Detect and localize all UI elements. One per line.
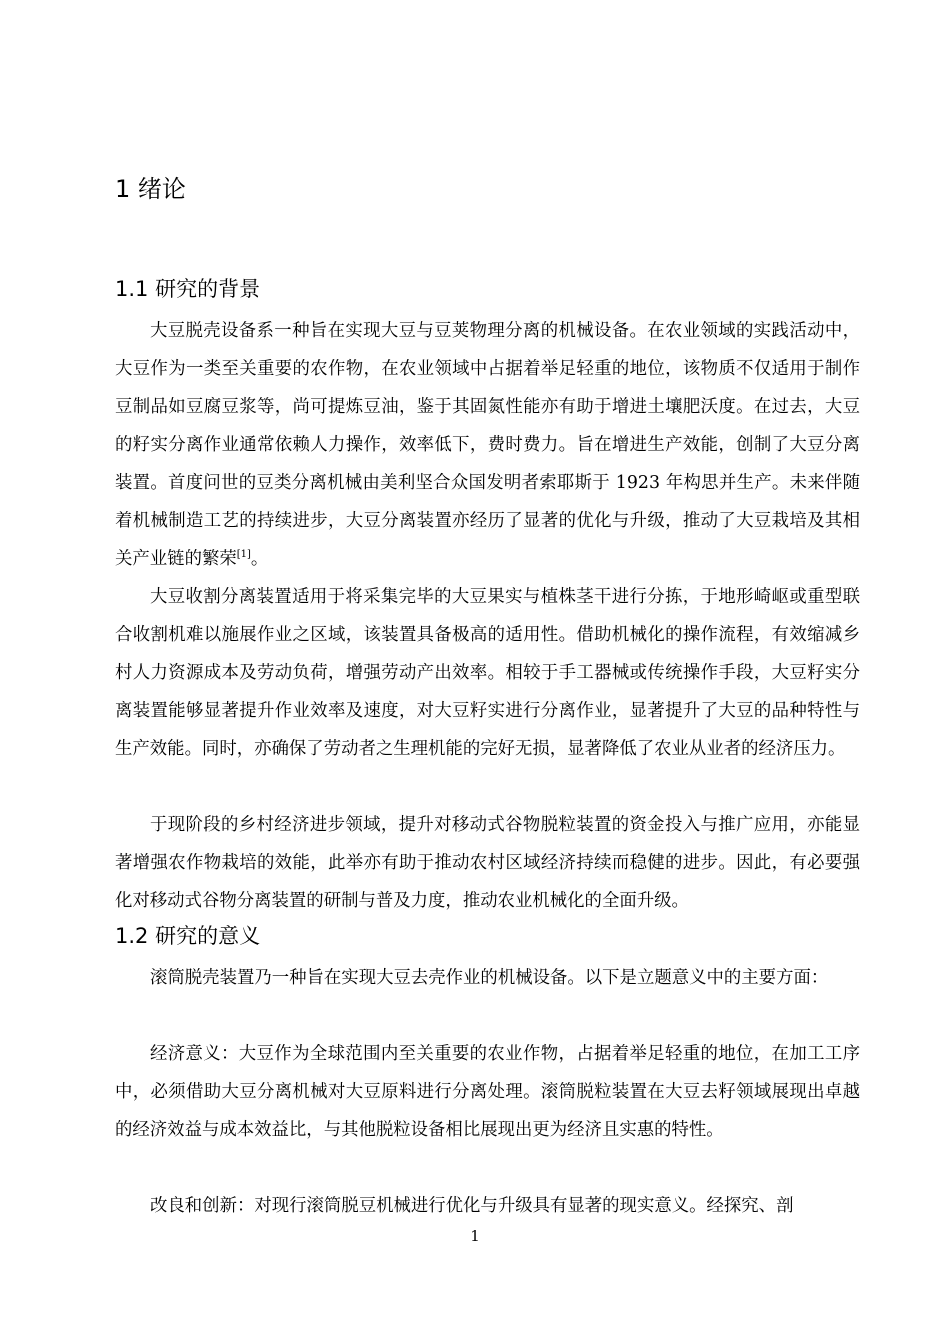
page-number: 1 (470, 1227, 480, 1245)
citation-ref: [1] (236, 549, 251, 560)
chapter-title: 1 绪论 (115, 175, 186, 203)
paragraph-text: 大豆脱壳设备系一种旨在实现大豆与豆荚物理分离的机械设备。在农业领域的实践活动中，大豆作为一类至关重要的农作物，在农业领域中占据着举足轻重的地位，该物质不仅适用于制作豆制品如豆腐豆浆等，尚可提炼豆油，鉴于其固氮性能亦有助于增进土壤肥沃度。在过去，大豆的籽实分离作业通常依赖人力操作，效率低下，费时费力。旨在增进生产效能，创制了大豆分离装置。首度问世的豆类分离机械由美利坚合众国发明者索耶斯于 1923 年构思并生产。未来伴随着机械制造工艺的持续进步，大豆分离装置亦经历了显著的优化与升级，推动了大豆栽培及其相关产业链的繁荣 (115, 321, 860, 569)
section-heading-background: 1.1 研究的背景 (115, 277, 261, 301)
paragraph-significance-2: 经济意义：大豆作为全球范围内至关重要的农业作物，占据着举足轻重的地位，在加工工序中，必须借助大豆分离机械对大豆原料进行分离处理。滚筒脱粒装置在大豆去籽领域展现出卓越的经济效益与成本效益比，与其他脱粒设备相比展现出更为经济且实惠的特性。 (115, 1044, 860, 1140)
paragraph-background-1 (115, 312, 860, 578)
section-heading-significance: 1.2 研究的意义 (115, 924, 261, 948)
paragraph-significance-1: 滚筒脱壳装置乃一种旨在实现大豆去壳作业的机械设备。以下是立题意义中的主要方面： (150, 968, 829, 988)
paragraph-background-3: 于现阶段的乡村经济进步领域，提升对移动式谷物脱粒装置的资金投入与推广应用，亦能显著增强农作物栽培的效能，此举亦有助于推动农村区域经济持续而稳健的进步。因此，有必要强化对移动式谷物分离装置的研制与普及力度，推动农业机械化的全面升级。 (115, 815, 860, 911)
paragraph-background-2: 大豆收割分离装置适用于将采集完毕的大豆果实与植株茎干进行分拣，于地形崎岖或重型联合收割机难以施展作业之区域，该装置具备极高的适用性。借助机械化的操作流程，有效缩减乡村人力资源成本及劳动负荷，增强劳动产出效率。相较于手工器械或传统操作手段，大豆籽实分离装置能够显著提升作业效率及速度，对大豆籽实进行分离作业，显著提升了大豆的品种特性与生产效能。同时，亦确保了劳动者之生理机能的完好无损，显著降低了农业从业者的经济压力。 (115, 587, 860, 759)
paragraph-significance-3: 改良和创新：对现行滚筒脱豆机械进行优化与升级具有显著的现实意义。经探究、剖 (150, 1196, 794, 1216)
paragraph-end: 。 (250, 549, 269, 569)
